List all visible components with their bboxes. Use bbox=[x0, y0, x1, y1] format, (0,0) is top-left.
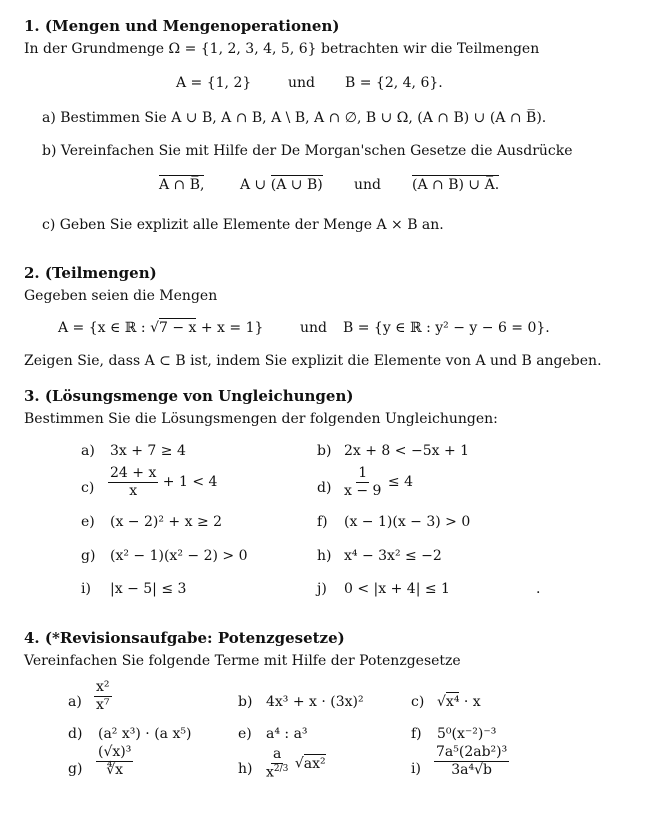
inequality-h: x⁴ − 3x² ≤ −2 bbox=[344, 548, 442, 564]
term-b-label: b) bbox=[238, 694, 253, 710]
inequality-d-numerator: 1 bbox=[358, 465, 368, 481]
term-i-denominator: 3a⁴√b bbox=[451, 761, 492, 778]
sqrt-icon: √ bbox=[294, 755, 304, 772]
inequality-i-label: i) bbox=[81, 581, 91, 597]
term-c-rest: · x bbox=[459, 694, 481, 710]
inequality-d-rest: ≤ 4 bbox=[383, 474, 413, 491]
expression-2-overlined: (A ∪ B) bbox=[270, 177, 323, 193]
inequality-f-label: f) bbox=[317, 514, 328, 530]
term-h-label: h) bbox=[238, 761, 253, 777]
section-3-title: 3. (Lösungsmenge von Ungleichungen) bbox=[24, 387, 354, 405]
section-1-title: 1. (Mengen und Mengenoperationen) bbox=[24, 17, 340, 35]
set-a-sqrt-equation bbox=[58, 320, 263, 336]
term-f: 5⁰(x⁻²)⁻³ bbox=[437, 726, 497, 742]
term-b: 4x³ + x · (3x)² bbox=[266, 694, 364, 710]
set-b-quadratic: B = {y ∈ ℝ : y² − y − 6 = 0}. bbox=[343, 320, 550, 336]
inequality-c-label: c) bbox=[81, 480, 95, 496]
term-h-denominator: $x^{2/3}$ bbox=[266, 763, 289, 781]
inequality-j: 0 < |x + 4| ≤ 1 bbox=[344, 581, 450, 597]
term-a bbox=[94, 680, 112, 712]
inequality-f: (x − 1)(x − 3) > 0 bbox=[344, 514, 471, 530]
section-2-conclusion: Zeigen Sie, dass A ⊂ B ist, indem Sie explizit die Elemente von A und B angeben. bbox=[24, 353, 602, 369]
inequality-c bbox=[108, 466, 217, 498]
expression-2 bbox=[240, 177, 323, 193]
inequality-g: (x² − 1)(x² − 2) > 0 bbox=[110, 548, 248, 564]
expression-3 bbox=[412, 177, 499, 193]
term-g-numerator: (√x)³ bbox=[98, 744, 132, 760]
inequality-b: 2x + 8 < −5x + 1 bbox=[344, 443, 470, 459]
inequality-d-denominator: x − 9 bbox=[344, 482, 382, 499]
set-a-definition: A = {1, 2} bbox=[176, 75, 252, 91]
term-e-label: e) bbox=[238, 726, 252, 742]
sqrt-icon: √ bbox=[474, 761, 484, 778]
term-f-label: f) bbox=[411, 726, 422, 742]
section-2-title: 2. (Teilmengen) bbox=[24, 264, 157, 282]
inequality-d-label: d) bbox=[317, 480, 332, 496]
set-a-prefix: A = {x ∈ ℝ : bbox=[58, 320, 151, 336]
set-b-definition: B = {2, 4, 6}. bbox=[345, 75, 443, 91]
term-g-denominator: ∜x bbox=[106, 761, 124, 778]
section-1-intro: In der Grundmenge Ω = {1, 2, 3, 4, 5, 6} betrachten wir die Teilmengen bbox=[24, 41, 540, 57]
section-4-intro: Vereinfachen Sie folgende Terme mit Hilfe der Potenzgesetze bbox=[24, 653, 461, 669]
task-1c: c) Geben Sie explizit alle Elemente der Menge A × B an. bbox=[42, 217, 444, 233]
inequality-e-label: e) bbox=[81, 514, 95, 530]
inequality-h-label: h) bbox=[317, 548, 332, 564]
und-word-3: und bbox=[300, 320, 327, 336]
expression-1 bbox=[159, 177, 204, 193]
term-i bbox=[434, 745, 509, 777]
inequality-c-numerator: 24 + x bbox=[110, 465, 157, 481]
task-1b: b) Vereinfachen Sie mit Hilfe der De Morgan'schen Gesetze die Ausdrücke bbox=[42, 143, 573, 159]
inequality-b-label: b) bbox=[317, 443, 332, 459]
sqrt-icon: √ bbox=[150, 320, 159, 336]
inequality-c-denominator: x bbox=[129, 482, 138, 499]
section-4-title: 4. (*Revisionsaufgabe: Potenzgesetze) bbox=[24, 629, 345, 647]
inequality-g-label: g) bbox=[81, 548, 96, 564]
expression-2-prefix: A ∪ bbox=[240, 177, 271, 193]
inequality-i: |x − 5| ≤ 3 bbox=[110, 581, 187, 597]
sqrt-argument: 7 − x bbox=[158, 320, 197, 336]
expression-1-text: A ∩ B̅, bbox=[159, 177, 205, 193]
inequality-j-label: j) bbox=[317, 581, 327, 597]
und-word: und bbox=[288, 75, 315, 91]
term-c bbox=[437, 694, 481, 710]
term-h-radicand: ax² bbox=[303, 755, 326, 772]
term-e: a⁴ : a³ bbox=[266, 726, 308, 742]
task-1a: a) Bestimmen Sie A ∪ B, A ∩ B, A \ B, A ∩ ∅, B ∪ Ω, (A ∩ B) ∪ (A ∩ B̅). bbox=[42, 110, 547, 126]
inequality-a-label: a) bbox=[81, 443, 95, 459]
term-a-denominator: x⁷ bbox=[96, 696, 110, 713]
term-c-radicand: x⁴ bbox=[445, 694, 460, 710]
term-c-label: c) bbox=[411, 694, 425, 710]
inequality-d bbox=[342, 466, 413, 498]
und-word-2: und bbox=[354, 177, 381, 193]
section-2-intro: Gegeben seien die Mengen bbox=[24, 288, 218, 304]
section-3-intro: Bestimmen Sie die Lösungsmengen der folgenden Ungleichungen: bbox=[24, 411, 498, 427]
inequality-e: (x − 2)² + x ≥ 2 bbox=[110, 514, 223, 530]
term-h bbox=[264, 747, 326, 780]
inequality-a: 3x + 7 ≥ 4 bbox=[110, 443, 186, 459]
term-g-label: g) bbox=[68, 761, 83, 777]
term-a-label: a) bbox=[68, 694, 82, 710]
term-a-numerator: x² bbox=[96, 679, 110, 695]
trailing-dot: . bbox=[536, 581, 541, 597]
term-i-label: i) bbox=[411, 761, 421, 777]
term-i-numerator: 7a⁵(2ab²)³ bbox=[436, 744, 508, 760]
expression-3-text: (A ∩ B) ∪ A̅. bbox=[412, 177, 500, 193]
inequality-c-rest: + 1 < 4 bbox=[158, 474, 218, 491]
term-d: (a² x³) · (a x⁵) bbox=[98, 726, 192, 742]
term-h-numerator: a bbox=[273, 746, 282, 762]
sqrt-icon: √ bbox=[437, 694, 446, 710]
set-a-suffix: + x = 1} bbox=[196, 320, 264, 336]
term-g bbox=[96, 745, 133, 777]
term-d-label: d) bbox=[68, 726, 83, 742]
